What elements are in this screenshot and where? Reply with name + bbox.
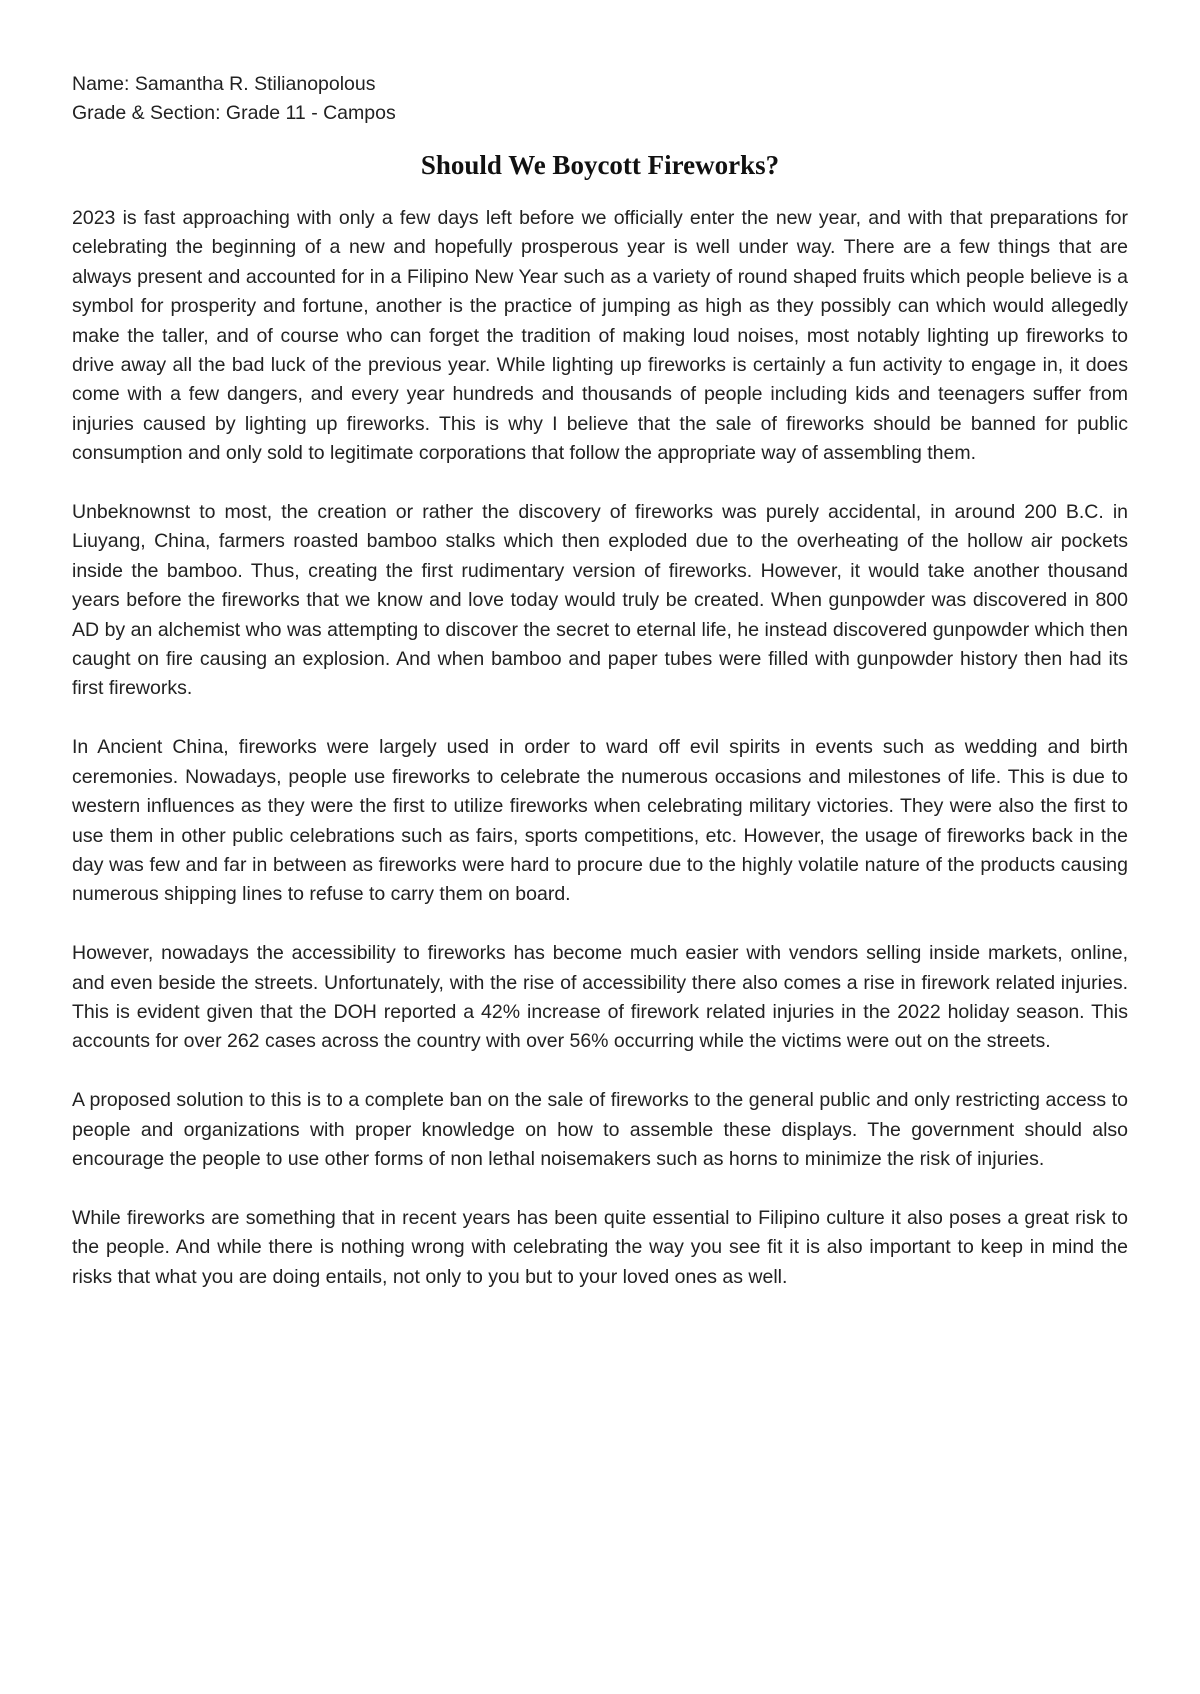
student-name: Name: Samantha R. Stilianopolous — [72, 73, 376, 95]
paragraph-history: Unbeknownst to most, the creation or rather the discovery of fireworks was purely accidental, in around 200 B.C. in Liuyang, China, farmers roasted bamboo stalks which then exploded due to the overheating of the hollow air pockets inside the bamboo. Thus, creating the first rudimentary version of fireworks. However, it would take another thousand years before the fireworks that we know and love today would truly be created. When gunpowder was discovered in 800 AD by an alchemist who was attempting to discover the secret to eternal life, he instead discovered gunpowder which then caught on fire causing an explosion. And when bamboo and paper tubes were filled with gunpowder history then had its first fireworks. — [72, 501, 1128, 700]
paragraph-accessibility: However, nowadays the accessibility to fireworks has become much easier with vendors selling inside markets, online, and even beside the streets. Unfortunately, with the rise of accessibility there also comes a rise in firework related injuries. This is evident given that the DOH reported a 42% increase of firework related injuries in the 2022 holiday season. This accounts for over 262 cases across the country with over 56% occurring while the victims were out on the streets. — [72, 942, 1128, 1053]
paragraph-usage: In Ancient China, fireworks were largely used in order to ward off evil spirits in events such as wedding and birth ceremonies. Nowadays, people use fireworks to celebrate the numerous occasions and milestones of life. This is due to western influences as they were the first to utilize fireworks when celebrating military victories. They were also the first to use them in other public celebrations such as fairs, sports competitions, etc. However, the usage of fireworks back in the day was few and far in between as fireworks were hard to procure due to the highly volatile nature of the products causing numerous shipping lines to refuse to carry them on board. — [72, 736, 1128, 906]
paragraph-conclusion: While fireworks are something that in recent years has been quite essential to Filipino culture it also poses a great risk to the people. And while there is nothing wrong with celebrating the way you see fit it is also important to keep in mind the risks that what you are doing entails, not only to you but to your loved ones as well. — [72, 1206, 1128, 1288]
paragraph-intro: 2023 is fast approaching with only a few days left before we officially enter the new year, and with that preparations for celebrating the beginning of a new and hopefully prosperous year is well under way. There are a few things that are always present and accounted for in a Filipino New Year such as a variety of round shaped fruits which people believe is a symbol for prosperity and fortune, another is the practice of jumping as high as they possibly can which would allegedly make the taller, and of course who can forget the tradition of making loud noises, most notably lighting up fireworks to drive away all the bad luck of the previous year. While lighting up fireworks is certainly a fun activity to engage in, it does come with a few dangers, and every year hundreds and thousands of people including kids and teenagers suffer from injuries caused by lighting up fireworks. This is why I believe that the sale of fireworks should be banned for public consumption and only sold to legitimate corporations that follow the appropriate way of assembling them. — [72, 207, 1128, 465]
paragraph-solution: A proposed solution to this is to a complete ban on the sale of fireworks to the general public and only restricting access to people and organizations with proper knowledge on how to assemble these displays. The government should also encourage the people to use other forms of non lethal noisemakers such as horns to minimize the risk of injuries. — [72, 1089, 1128, 1170]
grade-section: Grade & Section: Grade 11 - Campos — [72, 102, 396, 124]
essay-title: Should We Boycott Fireworks? — [420, 150, 780, 180]
